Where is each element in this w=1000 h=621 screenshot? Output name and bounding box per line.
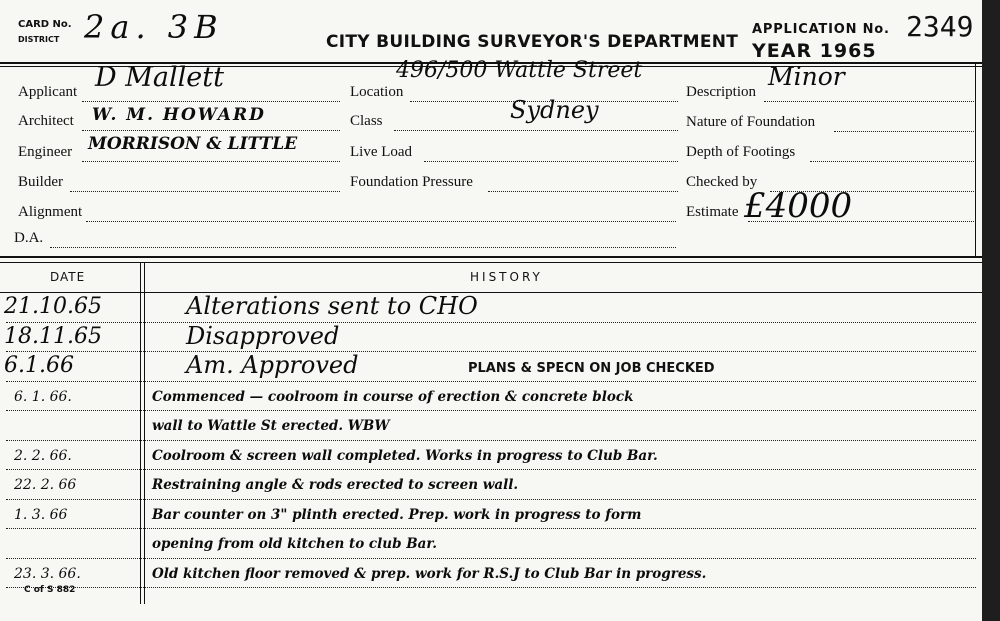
card-no-value: 2a. 3B xyxy=(84,8,224,46)
class-label: Class xyxy=(350,113,383,129)
history-entry: wall to Wattle St erected. WBW xyxy=(152,418,390,434)
history-stamp: PLANS & SPECN ON JOB CHECKED xyxy=(468,361,715,376)
history-date: 6.1.66 xyxy=(4,353,74,378)
history-date: 23. 3. 66. xyxy=(14,565,81,582)
history-entry: Alterations sent to CHO xyxy=(186,292,478,320)
builder-label: Builder xyxy=(18,174,63,190)
location-value: 496/500 Wattle Street xyxy=(396,58,643,83)
da-label: D.A. xyxy=(14,230,44,246)
depth-of-footings-label: Depth of Footings xyxy=(686,144,796,160)
applicant-label: Applicant xyxy=(18,84,78,100)
header-right-rule xyxy=(975,62,976,256)
form-code: C of S 882 xyxy=(24,585,76,595)
description-value: Minor xyxy=(768,62,845,91)
history-entry: Restraining angle & rods erected to screen wall. xyxy=(152,477,519,493)
architect-value: W. M. HOWARD xyxy=(92,105,266,125)
history-date: 1. 3. 66 xyxy=(14,506,68,523)
history-date: 18.11.65 xyxy=(4,323,102,349)
history-row-rule xyxy=(6,440,976,441)
history-date: 6. 1. 66. xyxy=(14,388,72,405)
history-row-rule xyxy=(6,351,976,352)
date-column-rule xyxy=(140,262,141,604)
history-header: HISTORY xyxy=(470,270,543,284)
year-label: YEAR 1965 xyxy=(752,40,877,62)
history-entry: Commenced — coolroom in course of erection & concrete block xyxy=(152,388,634,405)
history-date: 2. 2. 66. xyxy=(14,447,72,464)
history-row-rule xyxy=(6,558,976,559)
department-title: CITY BUILDING SURVEYOR'S DEPARTMENT xyxy=(326,32,739,52)
estimate-label: Estimate xyxy=(686,204,739,220)
application-label: APPLICATION No. xyxy=(752,22,890,37)
location-line2: Sydney xyxy=(510,96,599,124)
estimate-value: £4000 xyxy=(744,186,853,226)
history-row-rule xyxy=(6,381,976,382)
history-entry: Am. Approved xyxy=(186,351,359,379)
district-label: DISTRICT xyxy=(18,35,60,44)
history-entry: Bar counter on 3" plinth erected. Prep. work in progress to form xyxy=(152,506,642,523)
live-load-label: Live Load xyxy=(350,144,413,160)
foundation-pressure-label: Foundation Pressure xyxy=(350,174,473,190)
checked-by-label: Checked by xyxy=(686,174,758,190)
history-row-rule xyxy=(6,587,976,588)
date-column-rule-inner xyxy=(144,262,145,604)
history-entry: opening from old kitchen to club Bar. xyxy=(152,536,437,552)
history-row-rule xyxy=(6,410,976,411)
history-top-rule-inner xyxy=(0,262,1000,263)
history-row-rule xyxy=(6,469,976,470)
applicant-value: D Mallett xyxy=(95,62,224,93)
history-top-rule xyxy=(0,256,1000,258)
history-entry: Coolroom & screen wall completed. Works in progress to Club Bar. xyxy=(152,447,658,464)
architect-label: Architect xyxy=(18,113,74,129)
date-header: DATE xyxy=(50,270,86,284)
card-no-label: CARD No. xyxy=(18,19,72,30)
history-header-rule xyxy=(0,292,1000,293)
location-label: Location xyxy=(350,84,404,100)
engineer-value: MORRISON & LITTLE xyxy=(88,134,298,154)
application-number: 2349 xyxy=(906,10,974,43)
description-label: Description xyxy=(686,84,756,100)
history-entry: Old kitchen floor removed & prep. work for R.S.J to Club Bar in progress. xyxy=(152,565,707,582)
history-row-rule xyxy=(6,499,976,500)
history-row-rule xyxy=(6,528,976,529)
history-date: 21.10.65 xyxy=(4,294,102,319)
history-date: 22. 2. 66 xyxy=(14,477,77,493)
engineer-label: Engineer xyxy=(18,144,73,160)
nature-of-foundation-label: Nature of Foundation xyxy=(686,114,816,130)
card-edge xyxy=(982,0,1000,621)
alignment-label: Alignment xyxy=(18,204,83,220)
history-row-rule xyxy=(6,322,976,323)
history-entry: Disapproved xyxy=(186,321,340,350)
